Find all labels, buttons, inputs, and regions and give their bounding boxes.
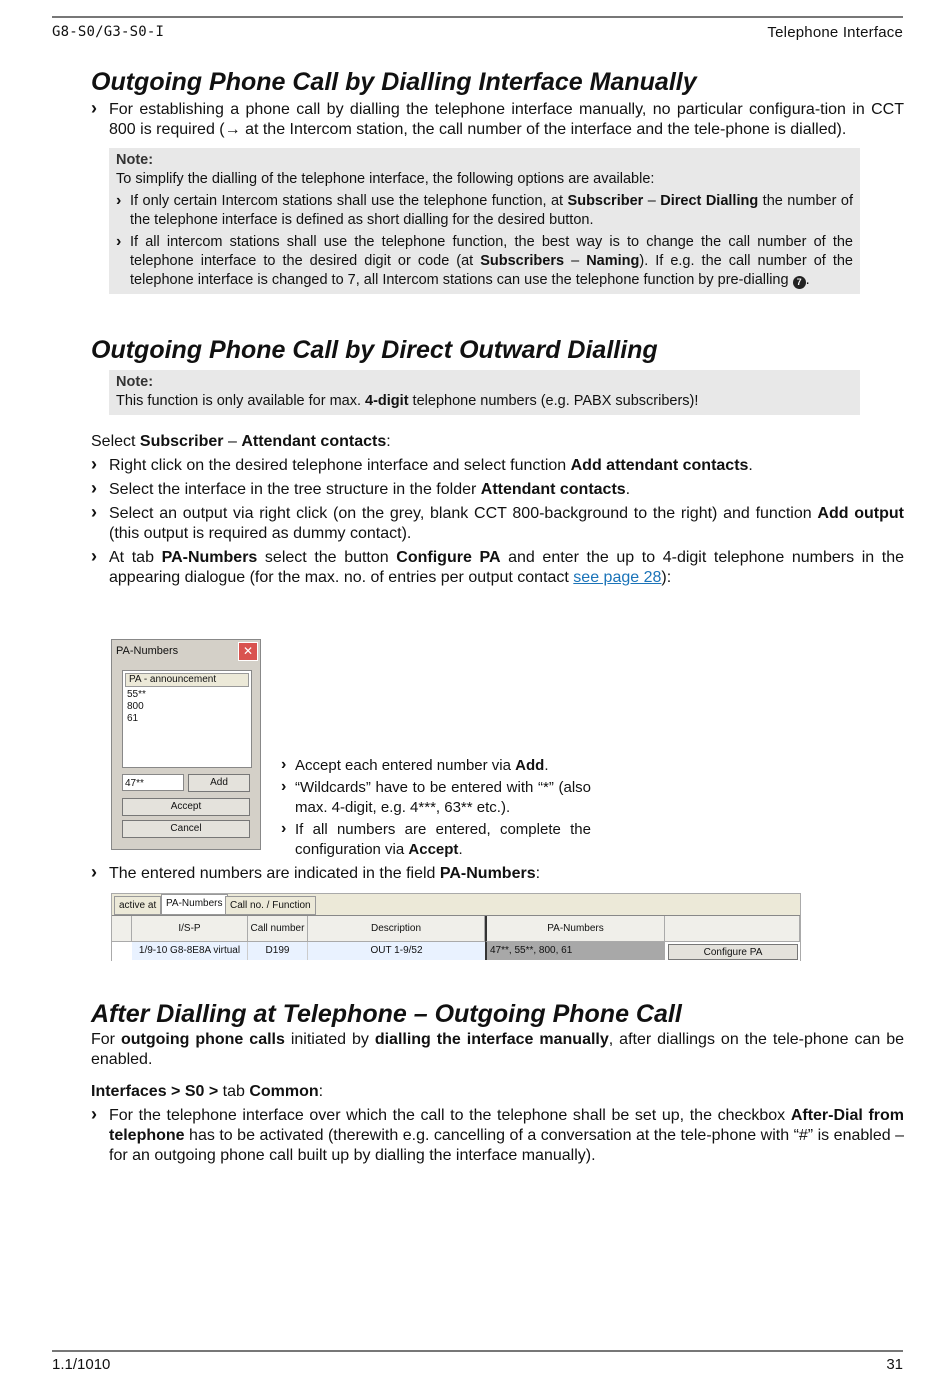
pa-numbers-dialog — [111, 639, 261, 850]
menu-path: Interfaces > S0 > tab Common: — [91, 1083, 324, 1100]
after-dialling-intro: For outgoing phone calls initiated by dialling the interface manually, after diallings on the tele-phone can be enabled. — [91, 1031, 905, 1068]
note-complete-accept: › If all numbers are entered, complete the configuration via Accept. — [281, 820, 591, 860]
step-select-interface: › Select the interface in the tree structure in the folder Attendant contacts. — [91, 480, 904, 500]
list-item[interactable]: 800 — [127, 701, 144, 712]
column-header[interactable]: I/S-P — [132, 916, 248, 942]
page-28-link[interactable]: see page 28 — [573, 569, 662, 586]
note-label: Note: — [116, 374, 154, 390]
column-header[interactable]: PA-Numbers — [485, 916, 665, 942]
note-label: Note: — [116, 152, 154, 168]
section-title-after-dialling: After Dialling at Telephone – Outgoing Phone Call — [91, 1000, 682, 1028]
pa-numbers-grid — [112, 915, 800, 962]
note-text: This function is only available for max. 4-digit telephone numbers (e.g. PABX subscribers)! — [116, 393, 699, 409]
blank-column-header — [665, 916, 800, 942]
step-add-attendant: › Right click on the desired telephone interface and select function Add attendant contacts. — [91, 456, 904, 476]
select-instruction: Select Subscriber – Attendant contacts: — [91, 433, 391, 450]
dialog-title: PA-Numbers — [112, 640, 260, 662]
add-button[interactable]: Add — [188, 774, 250, 792]
cancel-button[interactable]: Cancel — [122, 820, 250, 838]
table-cell[interactable]: D199 — [248, 942, 308, 960]
table-cell[interactable]: OUT 1-9/52 — [308, 942, 485, 960]
pa-numbers-tab-panel — [111, 893, 801, 961]
column-header[interactable]: Call number — [248, 916, 308, 942]
step-indicated-numbers: › The entered numbers are indicated in the field PA-Numbers: — [91, 864, 904, 884]
list-column-header: PA - announcement — [125, 673, 249, 687]
section-title-manual: Outgoing Phone Call by Dialling Interface Manually — [91, 68, 697, 96]
pa-numbers-cell[interactable]: 47**, 55**, 800, 61 — [485, 942, 665, 960]
step-configure-pa: › At tab PA-Numbers select the button Configure PA and enter the up to 4-digit telephone numbers in the appearing dialogue (for the max. no. of entries per output contact see page 28): — [91, 548, 904, 588]
tab-call-no-function[interactable]: Call no. / Function — [225, 896, 316, 915]
pa-announcement-list[interactable] — [122, 670, 252, 768]
note-option-1: › If only certain Intercom stations shall use the telephone function, at Subscriber – Direct Dialling the number of the telephone interface is defined as short dialling for the desired button. — [116, 192, 853, 230]
close-icon[interactable]: ✕ — [238, 642, 258, 661]
page-content — [91, 66, 904, 588]
header-doc-id: G8-S0/G3-S0-I — [52, 24, 165, 40]
note-box-direct — [109, 370, 860, 415]
list-item[interactable]: 61 — [127, 713, 139, 724]
note-intro: To simplify the dialling of the telephone interface, the following options are available: — [116, 171, 655, 187]
footer-rule — [52, 1350, 903, 1352]
tab-active-at[interactable]: active at — [114, 896, 161, 915]
page-number: 31 — [886, 1356, 903, 1373]
section-after-dialling — [91, 998, 904, 1166]
note-box-manual — [109, 148, 860, 294]
note-accept-add: › Accept each entered number via Add. — [281, 756, 591, 776]
section-title-direct: Outgoing Phone Call by Direct Outward Dialling — [91, 336, 658, 364]
dialog-notes — [281, 756, 591, 860]
configure-pa-button[interactable]: Configure PA — [668, 944, 798, 960]
step-add-output: › Select an output via right click (on the grey, blank CCT 800-background to the right) and function Add output (this output is required as dummy contact). — [91, 504, 904, 544]
note-option-2: › If all intercom stations shall use the telephone function, the best way is to change the call number of the telephone interface to the desired digit or code (at Subscribers – Naming). If e.g. the call number of the telephone interface is changed to 7, all Intercom stations can use the telephone function by pre-dialling 7 . — [116, 233, 853, 290]
header-section-title: Telephone Interface — [767, 24, 903, 41]
note-wildcards: › “Wildcards” have to be entered with “*” (also max. 4-digit, e.g. 4***, 63** etc.). — [281, 778, 591, 818]
step-after-dial-checkbox: › For the telephone interface over which the call to the telephone shall be set up, the checkbox After-Dial from telephone has to be activated (therewith e.g. cancelling of a conversation at the tele-phone with “#” is enabled – for an outgoing phone call built up by dialling the interface manually). — [91, 1106, 904, 1166]
tab-pa-numbers[interactable]: PA-Numbers — [161, 894, 228, 915]
column-header[interactable]: Description — [308, 916, 485, 942]
header-rule — [52, 16, 903, 18]
row-indicator-header — [112, 916, 132, 942]
pa-number-input[interactable]: 47** — [122, 774, 184, 791]
footer-version: 1.1/1010 — [52, 1356, 111, 1373]
list-item[interactable]: 55** — [127, 689, 146, 700]
table-cell[interactable]: 1/9-10 G8-8E8A virtual — [132, 942, 248, 960]
accept-button[interactable]: Accept — [122, 798, 250, 816]
key-7-icon: 7 — [793, 276, 806, 289]
bullet-manual-dialling: › For establishing a phone call by dialling the telephone interface manually, no particular configura-tion in CCT 800 is required (→ at the Intercom station, the call number of the interface and the tele-phone is dialled). — [91, 100, 904, 140]
